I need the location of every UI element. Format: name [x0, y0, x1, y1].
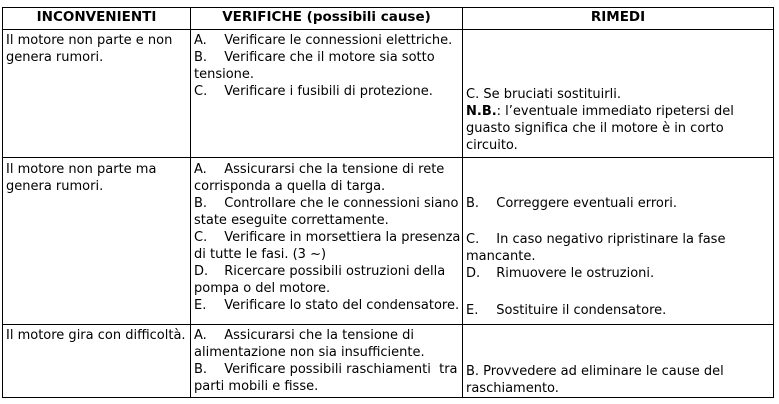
row2-verifica-b-label: B.	[194, 196, 208, 211]
row3-verifica-a-text: Assicurarsi che la tensione di	[224, 328, 415, 343]
row2-verifica-b-cont: state eseguite correttamente.	[194, 213, 389, 228]
table-border-top	[2, 7, 774, 8]
row2-verifica-c-label: C.	[194, 230, 208, 245]
row1-verifica-b	[194, 49, 435, 66]
row1-inconveniente-line1: Il motore non parte e non	[6, 33, 173, 48]
row1-verifica-c	[194, 83, 433, 100]
col-divider-1	[190, 7, 191, 398]
row2-inconveniente-line1: Il motore non parte ma	[6, 162, 157, 177]
row2-verifica-e-label: E.	[194, 298, 207, 313]
row2-rimedio-e-text: Sostituire il condensatore.	[496, 303, 667, 318]
row2-verifica-d-text: Ricercare possibili ostruzioni della	[224, 264, 446, 279]
row1-rimedio-nb-cont1: guasto significa che il motore è in corto	[466, 121, 724, 136]
row2-verifica-c	[194, 229, 460, 246]
row3-verifica-a-label: A.	[194, 328, 207, 343]
row1-verifica-a-text: Verificare le connessioni elettriche.	[224, 33, 453, 48]
row2-rimedio-e-label: E.	[466, 303, 479, 318]
row2-rimedio-c-text: In caso negativo ripristinare la fase	[496, 232, 726, 247]
row1-rimedio-c: C. Se bruciati sostituirli.	[466, 87, 621, 102]
row2-verifica-a-cont: corrisponda a quella di targa.	[194, 179, 386, 194]
row2-verifica-c-cont: di tutte le fasi. (3 ~)	[194, 247, 327, 262]
row1-verifica-b-cont: tensione.	[194, 67, 255, 82]
row2-rimedio-b-text: Correggere eventuali errori.	[496, 196, 677, 211]
row2-rimedio-d-label: D.	[466, 266, 481, 281]
header-rimedi: RIMEDI	[590, 9, 646, 25]
header-inconvenienti: INCONVENIENTI	[36, 9, 157, 25]
row2-rimedio-b	[466, 195, 677, 212]
row-divider-2	[2, 324, 774, 325]
row2-rimedio-e	[466, 302, 666, 319]
row2-rimedio-b-label: B.	[466, 196, 480, 211]
row2-rimedio-d	[466, 265, 654, 282]
row3-rimedio-b-cont: raschiamento.	[466, 381, 559, 396]
header-verifiche: VERIFICHE (possibili cause)	[222, 9, 431, 25]
row2-verifica-a-text: Assicurarsi che la tensione di rete	[224, 162, 445, 177]
table-border-bottom	[2, 397, 774, 398]
row1-verifica-b-text: Verificare che il motore sia sotto	[224, 50, 435, 65]
row1-rimedio-nb-label: N.B.	[466, 104, 497, 119]
table-border-right	[773, 7, 774, 398]
row1-rimedio-nb	[466, 103, 734, 120]
row2-rimedio-c-cont: mancante.	[466, 249, 536, 264]
row1-verifica-a-label: A.	[194, 33, 207, 48]
row2-verifica-b	[194, 195, 459, 212]
row2-rimedio-c	[466, 231, 725, 248]
table-border-left	[2, 7, 3, 398]
row1-verifica-c-label: C.	[194, 84, 208, 99]
row2-verifica-d-label: D.	[194, 264, 209, 279]
row3-verifica-a	[194, 327, 414, 344]
row3-verifica-b-label: B.	[194, 362, 208, 377]
col-divider-2	[462, 7, 463, 398]
row1-verifica-b-label: B.	[194, 50, 208, 65]
row1-verifica-a	[194, 32, 452, 49]
row3-verifica-a-cont: alimentazione non sia insufficiente.	[194, 345, 425, 360]
row2-verifica-c-text: Verificare in morsettiera la presenza	[224, 230, 461, 245]
row2-rimedio-d-text: Rimuovere le ostruzioni.	[496, 266, 655, 281]
row2-verifica-a	[194, 161, 444, 178]
row2-rimedio-c-label: C.	[466, 232, 480, 247]
row2-verifica-a-label: A.	[194, 162, 207, 177]
row2-verifica-d	[194, 263, 445, 280]
row1-verifica-c-text: Verificare i fusibili di protezione.	[224, 84, 433, 99]
row-divider-1	[2, 157, 774, 158]
row1-rimedio-nb-text: : l’eventuale immediato ripetersi del	[496, 104, 734, 119]
row3-verifica-b	[194, 361, 458, 378]
header-divider	[2, 29, 774, 30]
row2-verifica-e	[194, 297, 459, 314]
row2-inconveniente-line2: genera rumori.	[6, 179, 104, 194]
row2-verifica-e-text: Verificare lo stato del condensatore.	[224, 298, 460, 313]
row1-inconveniente-line2: genera rumori.	[6, 50, 104, 65]
row2-verifica-b-text: Controllare che le connessioni siano	[224, 196, 459, 211]
row2-verifica-d-cont: pompa o del motore.	[194, 281, 331, 296]
row3-verifica-b-cont: parti mobili e fisse.	[194, 379, 319, 394]
row3-inconveniente-line1: Il motore gira con difficoltà.	[6, 328, 186, 343]
row3-rimedio-b: B. Provvedere ad eliminare le cause del	[466, 364, 724, 379]
row3-verifica-b-text: Verificare possibili raschiamenti tra	[224, 362, 458, 377]
row1-rimedio-nb-cont2: circuito.	[466, 138, 518, 153]
